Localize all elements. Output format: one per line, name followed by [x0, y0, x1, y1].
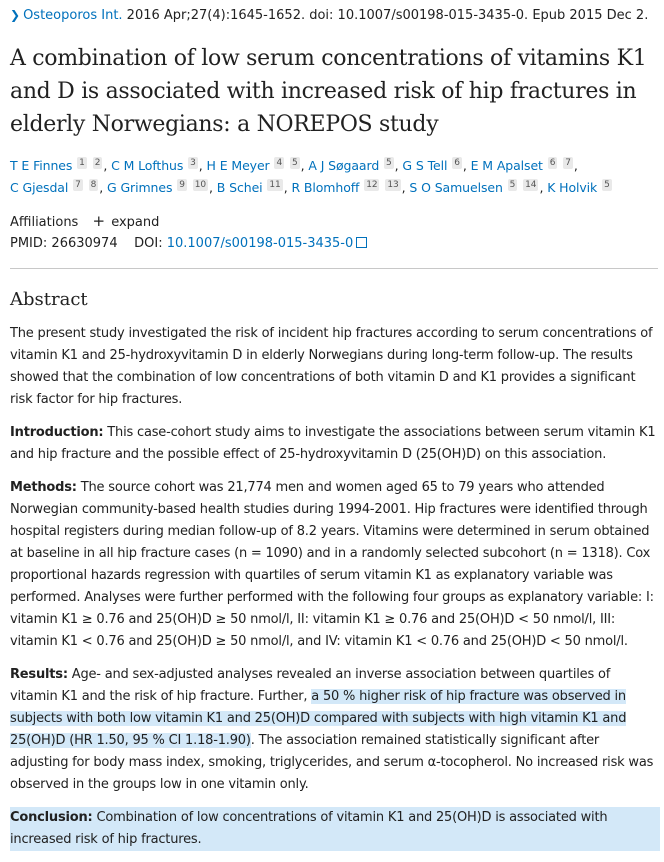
author-link[interactable]: E M Apalset: [470, 158, 543, 173]
affiliation-number[interactable]: 13: [387, 180, 399, 190]
author-separator: ,: [462, 158, 471, 173]
affiliation-number[interactable]: 4: [276, 158, 283, 168]
expand-affiliations-button[interactable]: [92, 212, 160, 230]
affiliation-number[interactable]: 5: [386, 158, 392, 168]
affiliation-number[interactable]: 7: [75, 180, 81, 190]
affiliation-number[interactable]: 12: [366, 180, 378, 190]
author-item: [308, 158, 394, 173]
author-item: [402, 158, 462, 173]
citation-details: 2016 Apr;27(4):1645-1652. doi: 10.1007/s00198-015-3435-0. Epub 2015 Dec 2.: [122, 8, 649, 23]
author-separator: ,: [209, 180, 217, 195]
abstract-summary: The present study investigated the risk of incident hip fractures according to serum concentrations of vitamin K1 and 25-hydroxyvitamin D in elderly Norwegians during long-term follow-up. The results showed that the combination of low concentrations of both vitamin D and K1 provides a significant risk factor for hip fractures.: [10, 326, 653, 407]
results-highlight: a 50 % higher risk of hip fracture was observed in subjects with both low vitamin K1 and 25(OH)D compared with subjects with high vitamin K1 and 25(OH)D (HR 1.50, 95 % CI 1.18-1.90): [10, 689, 627, 748]
affiliation-number[interactable]: 9: [179, 180, 185, 190]
methods-text: The source cohort was 21,774 men and women aged 65 to 79 years who attended Norwegian community-based health studies during 1994-2001. Hip fractures were identified through hospital registers during median follow-up of 8.2 years. Vitamins were determined in serum obtained at baseline in all hip fracture cases (n = 1090) and in a randomly selected subcohort (n = 1318). Cox proportional hazards regression with quartiles of serum vitamin K1 as explanatory variable was performed. Analyses were further performed with the following four groups as explanatory variable: I: vitamin K1 ≥ 0.76 and 25(OH)D ≥ 50 nmol/l, II: vitamin K1 ≥ 0.76 and 25(OH)D < 50 nmol/l, III: vitamin K1 < 0.76 and 25(OH)D ≥ 50 nmol/l, and IV: vitamin K1 < 0.76 and 25(OH)D < 50 nmol/l.: [10, 480, 654, 649]
affiliation-number[interactable]: 5: [509, 180, 516, 190]
affiliation-number[interactable]: 5: [291, 158, 298, 168]
author-separator: ,: [300, 158, 309, 173]
author-separator: ,: [539, 180, 548, 195]
affiliation-number[interactable]: 3: [190, 158, 196, 168]
author-item: [111, 158, 199, 173]
author-list: [10, 155, 658, 199]
conclusion-label: Conclusion:: [10, 810, 93, 825]
affiliation-number[interactable]: 10: [194, 180, 207, 190]
author-item: [217, 180, 284, 195]
author-item: [207, 158, 301, 173]
identifiers-row: [10, 234, 367, 254]
introduction-label: Introduction:: [10, 425, 104, 440]
affiliation-number[interactable]: 11: [269, 180, 281, 190]
pmid-value: 26630974: [51, 236, 118, 251]
results-text-pre: Age- and sex-adjusted analyses revealed an inverse association between quartiles of vitamin K1 and the risk of hip fracture. Further,: [10, 667, 611, 704]
author-item: [291, 180, 401, 195]
expand-label: expand: [111, 215, 160, 230]
introduction-text: This case-cohort study aims to investigate the associations between serum vitamin K1 and hip fracture and the possible effect of 25-hydroxyvitamin D (25(OH)D) on this association.: [10, 425, 656, 462]
affiliation-number[interactable]: 6: [549, 158, 556, 168]
pmid-label: PMID:: [10, 236, 48, 251]
affiliation-number[interactable]: 5: [604, 180, 610, 190]
author-item: [10, 180, 99, 195]
author-link[interactable]: B Schei: [216, 180, 263, 195]
abstract-introduction: [10, 422, 660, 466]
affiliation-number[interactable]: 14: [525, 180, 537, 190]
author-link[interactable]: G Grimnes: [107, 180, 173, 195]
affiliation-number[interactable]: 6: [454, 158, 460, 168]
author-link[interactable]: G S Tell: [402, 158, 448, 173]
author-separator: ,: [198, 158, 207, 173]
author-item: [409, 180, 539, 195]
methods-label: Methods:: [10, 480, 77, 495]
conclusion-text: Combination of low concentrations of vitamin K1 and 25(OH)D is associated with increased risk of hip fractures.: [10, 810, 608, 847]
doi-link[interactable]: [167, 236, 368, 251]
author-item: [547, 180, 613, 195]
author-link[interactable]: S O Samuelsen: [409, 180, 503, 195]
section-divider: [10, 268, 658, 269]
author-item: [10, 158, 103, 173]
chevron-right-icon: ❯: [10, 8, 21, 22]
author-link[interactable]: K Holvik: [547, 180, 598, 195]
affiliations-label: Affiliations: [10, 215, 79, 230]
author-link[interactable]: T E Finnes: [10, 158, 73, 173]
results-text-post: . The association remained statistically significant after adjusting for body mass index, smoking, triglycerides, and serum α-tocopherol. No increased risk was observed in the groups low in one vitamin only.: [10, 733, 654, 792]
affiliation-number[interactable]: 1: [79, 158, 85, 168]
citation-line: [10, 5, 648, 26]
abstract-methods: [10, 477, 660, 653]
author-link[interactable]: C Gjesdal: [10, 180, 69, 195]
author-separator: ,: [103, 158, 112, 173]
affiliation-number[interactable]: 8: [90, 180, 97, 190]
author-separator: ,: [401, 180, 410, 195]
external-link-icon: [356, 237, 367, 248]
plus-icon: +: [92, 212, 106, 230]
author-separator: ,: [394, 158, 403, 173]
author-separator: ,: [99, 180, 108, 195]
author-link[interactable]: C M Lofthus: [111, 158, 184, 173]
author-link[interactable]: A J Søgaard: [308, 158, 380, 173]
doi-label: DOI:: [134, 236, 163, 251]
results-label: Results:: [10, 667, 68, 682]
abstract-body: [10, 323, 660, 862]
affiliations-row: [10, 211, 159, 233]
doi-value: 10.1007/s00198-015-3435-0: [166, 236, 354, 251]
author-separator: ,: [573, 158, 578, 173]
journal-link[interactable]: Osteoporos Int.: [23, 8, 123, 23]
article-title: A combination of low serum concentrations of vitamins K1 and D is associated with increased risk of hip fractures in elderly Norwegians: a NOREPOS study: [10, 46, 647, 137]
author-item: [107, 180, 209, 195]
affiliation-number[interactable]: 7: [565, 158, 571, 168]
author-link[interactable]: R Blomhoff: [291, 180, 360, 195]
author-link[interactable]: H E Meyer: [206, 158, 270, 173]
abstract-heading: Abstract: [10, 289, 88, 310]
abstract-conclusion: [10, 807, 660, 851]
author-item: [471, 158, 574, 173]
author-separator: ,: [283, 180, 292, 195]
affiliation-number[interactable]: 2: [94, 158, 101, 168]
abstract-results: [10, 664, 660, 796]
